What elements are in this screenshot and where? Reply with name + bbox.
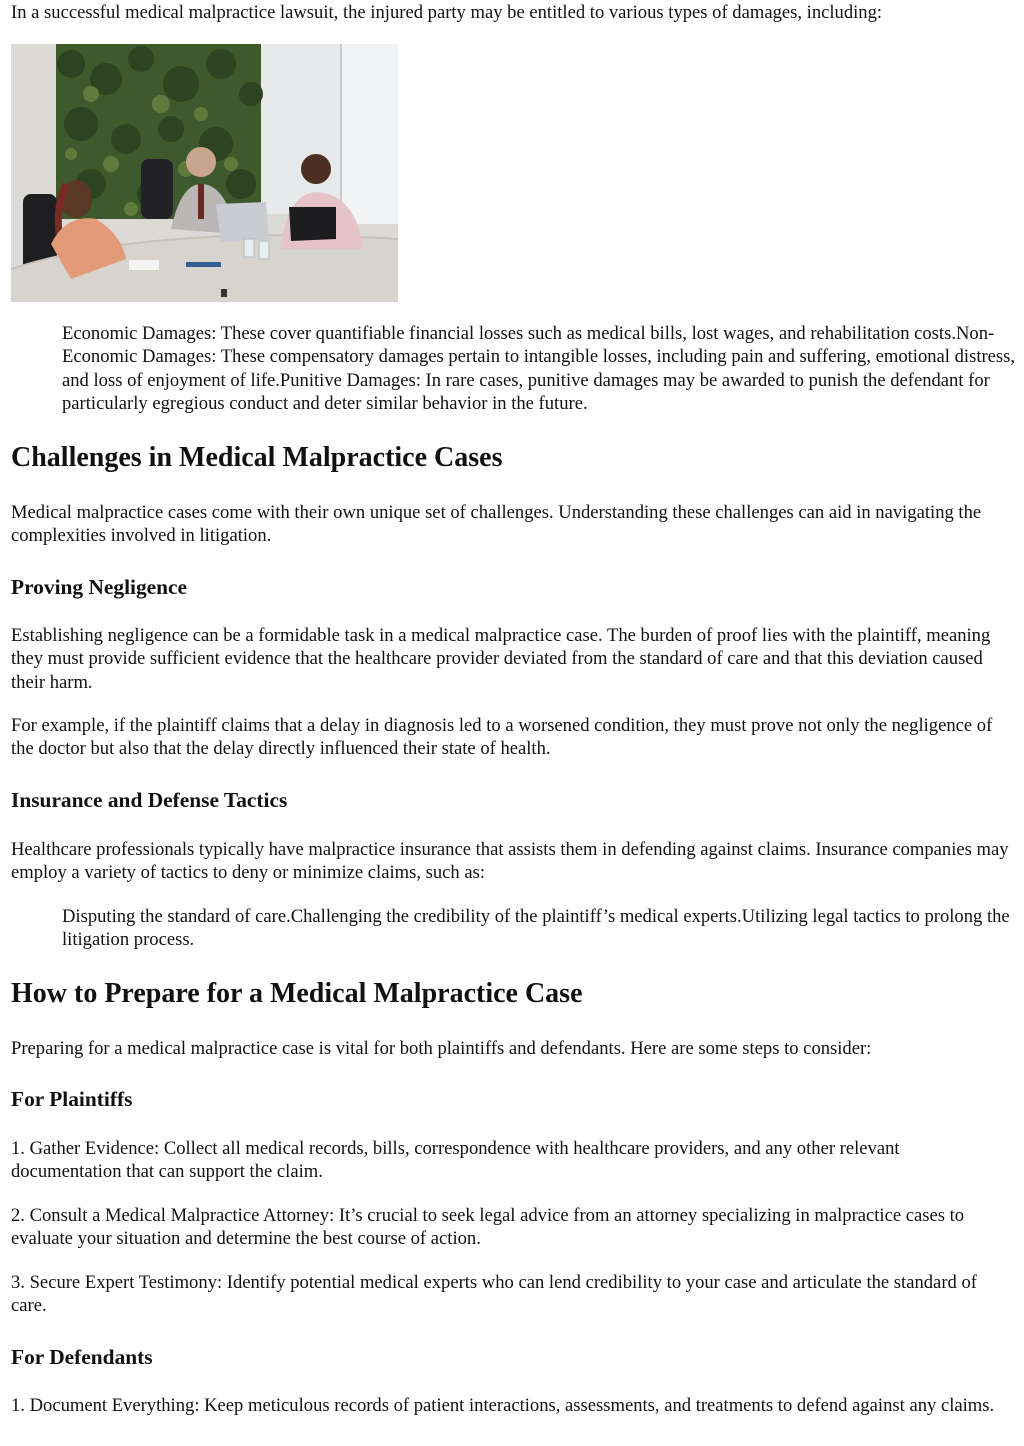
photo-illustration — [11, 44, 398, 302]
prepare-heading: How to Prepare for a Medical Malpractice Case — [11, 978, 583, 1009]
insurance-defense-heading: Insurance and Defense Tactics — [11, 788, 288, 812]
defendants-heading: For Defendants — [11, 1345, 153, 1369]
intro-paragraph: In a successful medical malpractice lawsuit, the injured party may be entitled to various types of damages, including: — [11, 2, 883, 23]
proving-negligence-heading: Proving Negligence — [11, 575, 188, 599]
proving-negligence-paragraph-1: Establishing negligence can be a formidable task in a medical malpractice case. The burden of proof lies with the plaintiff, meaning they must provide sufficient evidence that the healthcare provider deviated from the standard of care and that this deviation caused their harm. — [11, 625, 991, 693]
plaintiffs-heading: For Plaintiffs — [11, 1087, 133, 1111]
damages-blockquote: Economic Damages: These cover quantifiable financial losses such as medical bills, lost wages, and rehabilitation costs.Non-Economic Damages: These compensatory damages pertain to intangible losses, including pain and suffering, emotional distress, and loss of enjoyment of life.Punitive Damages: In rare cases, punitive damages may be awarded to punish the defendant for particularly egregious conduct and deter similar behavior in the future. — [62, 323, 1016, 414]
defendants-step-1: 1. Document Everything: Keep meticulous records of patient interactions, assessments, and treatments to defend against any claims. — [11, 1395, 995, 1416]
plaintiffs-step-1: 1. Gather Evidence: Collect all medical records, bills, correspondence with healthcare providers, and any other relevant documentation that can support the claim. — [11, 1138, 900, 1183]
insurance-tactics-blockquote: Disputing the standard of care.Challenging the credibility of the plaintiff’s medical experts.Utilizing legal tactics to prolong the litigation process. — [62, 906, 1010, 951]
plaintiffs-step-2: 2. Consult a Medical Malpractice Attorney: It’s crucial to seek legal advice from an attorney specializing in malpractice cases to evaluate your situation and determine the best course of action. — [11, 1205, 965, 1250]
proving-negligence-paragraph-2: For example, if the plaintiff claims that a delay in diagnosis led to a worsened condition, they must prove not only the negligence of the doctor but also that the delay directly influenced their state of health. — [11, 715, 993, 760]
office-meeting-photo — [11, 44, 398, 302]
challenges-heading: Challenges in Medical Malpractice Cases — [11, 442, 503, 473]
challenges-intro-paragraph: Medical malpractice cases come with their own unique set of challenges. Understanding these challenges can aid in navigating the complexities involved in litigation. — [11, 502, 982, 547]
prepare-intro-paragraph: Preparing for a medical malpractice case is vital for both plaintiffs and defendants. Here are some steps to consider: — [11, 1038, 872, 1059]
insurance-defense-paragraph: Healthcare professionals typically have malpractice insurance that assists them in defending against claims. Insurance companies may employ a variety of tactics to deny or minimize claims, such as: — [11, 839, 1009, 884]
plaintiffs-step-3: 3. Secure Expert Testimony: Identify potential medical experts who can lend credibility to your case and articulate the standard of care. — [11, 1272, 977, 1317]
